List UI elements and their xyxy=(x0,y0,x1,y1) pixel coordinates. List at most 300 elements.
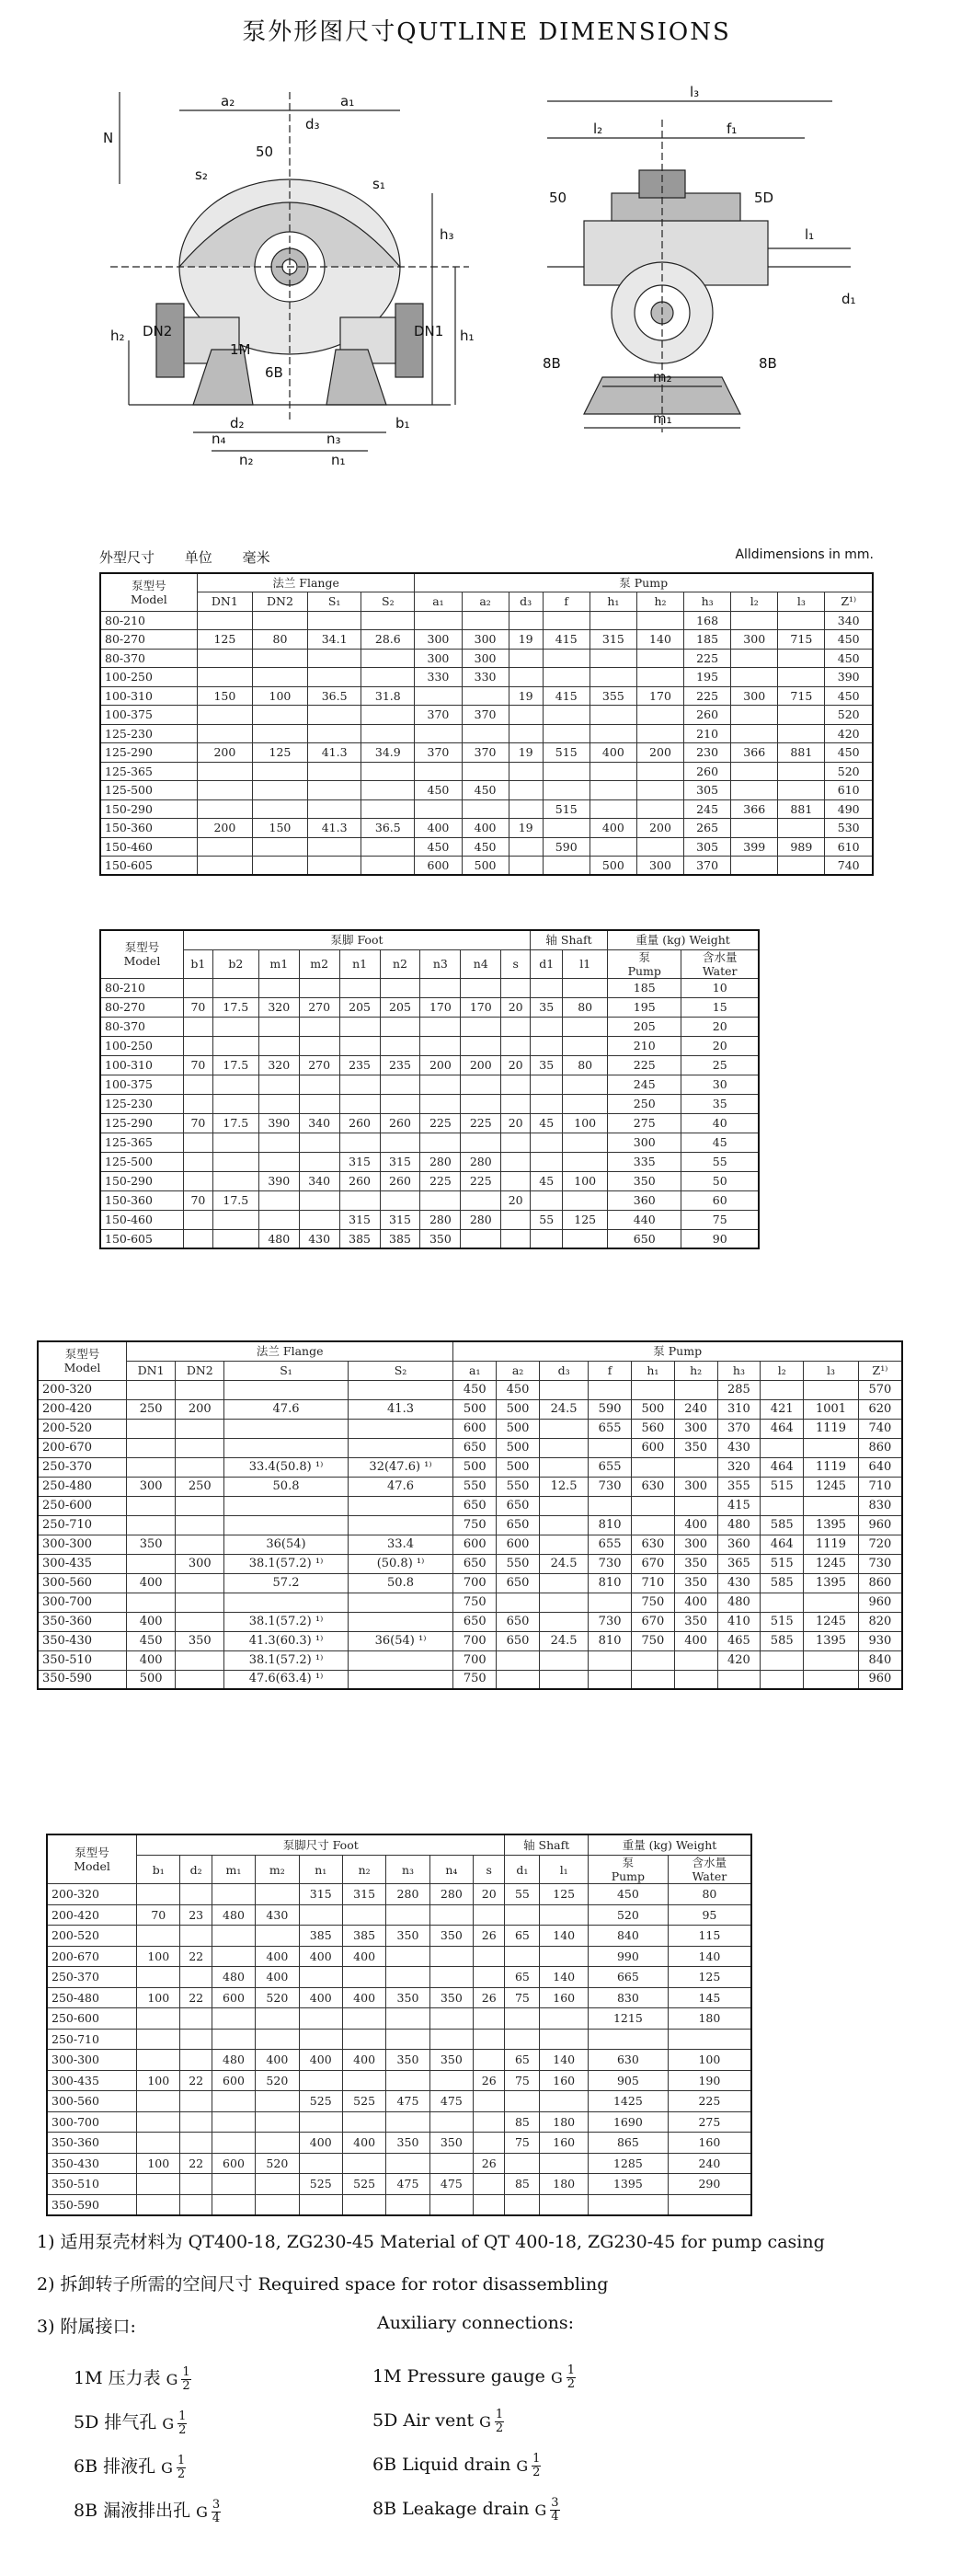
table-cell: 41.3(60.3) ¹⁾ xyxy=(224,1631,348,1650)
table-cell: 260 xyxy=(380,1171,420,1190)
table-cell xyxy=(299,2008,342,2030)
model-cell: 200-520 xyxy=(38,1419,127,1438)
table-cell: 750 xyxy=(453,1593,497,1612)
table-cell: 650 xyxy=(497,1496,540,1515)
table-cell: 205 xyxy=(380,997,420,1017)
table-cell xyxy=(180,2111,212,2133)
table-row xyxy=(38,1496,902,1515)
table-cell: 400 xyxy=(256,1967,299,1988)
column-header: d₃ xyxy=(509,592,543,612)
table-cell: 290 xyxy=(668,2174,751,2195)
table-cell: 225 xyxy=(608,1055,681,1075)
table-cell xyxy=(212,1926,255,1947)
table-cell: 881 xyxy=(778,799,825,819)
table-cell: 960 xyxy=(858,1593,902,1612)
table-cell xyxy=(252,762,307,781)
table-cell xyxy=(256,2029,299,2050)
table-cell xyxy=(380,1017,420,1036)
table-cell: 400 xyxy=(674,1631,717,1650)
table-cell: 1395 xyxy=(804,1515,859,1535)
table-cell xyxy=(176,1650,224,1670)
column-header: DN2 xyxy=(176,1361,224,1380)
table-cell: 160 xyxy=(540,2070,589,2091)
table-cell: 370 xyxy=(462,743,509,763)
table-row xyxy=(100,611,873,630)
table-cell xyxy=(474,1904,505,1926)
table-cell: 860 xyxy=(858,1438,902,1457)
table-cell xyxy=(501,1075,531,1094)
table-cell xyxy=(540,2008,589,2030)
model-cell: 350-510 xyxy=(38,1650,127,1670)
table-cell: 28.6 xyxy=(361,630,415,650)
pump-header: 泵 Pump xyxy=(453,1341,902,1361)
table-cell: 80 xyxy=(563,997,608,1017)
table-cell xyxy=(127,1457,176,1477)
table-row xyxy=(47,2133,751,2154)
table-cell: 400 xyxy=(590,743,636,763)
table-cell xyxy=(636,611,683,630)
table-cell xyxy=(636,762,683,781)
table-cell xyxy=(590,611,636,630)
table-cell: 440 xyxy=(608,1210,681,1229)
table-cell xyxy=(429,2111,473,2133)
table-cell: 47.6 xyxy=(348,1477,453,1496)
table-cell: 610 xyxy=(825,837,873,857)
table-cell: 95 xyxy=(668,1904,751,1926)
table-cell xyxy=(176,1612,224,1631)
table-cell: 400 xyxy=(674,1515,717,1535)
model-cell: 350-360 xyxy=(38,1612,127,1631)
table-cell: 50.8 xyxy=(348,1573,453,1593)
table-cell: 280 xyxy=(461,1152,501,1171)
table-cell xyxy=(197,706,252,725)
table-cell: 989 xyxy=(778,837,825,857)
table-cell xyxy=(501,1094,531,1113)
table-cell xyxy=(531,1017,563,1036)
table-cell: 480 xyxy=(717,1515,761,1535)
table-cell: 750 xyxy=(453,1670,497,1689)
table-cell xyxy=(339,1190,380,1210)
column-header: n1 xyxy=(339,949,380,978)
table-cell xyxy=(176,1419,224,1438)
table-row xyxy=(47,1946,751,1967)
table-cell: 385 xyxy=(380,1229,420,1248)
weight-pump-header: 泵 Pump xyxy=(588,1856,668,1884)
table-cell: 520 xyxy=(256,2070,299,2091)
table-cell xyxy=(197,668,252,687)
svg-text:N: N xyxy=(103,130,114,146)
table-cell: 65 xyxy=(505,2050,540,2071)
table-cell: 300 xyxy=(636,857,683,876)
table-row xyxy=(47,2008,751,2030)
table-cell: 65 xyxy=(505,1967,540,1988)
table-cell: 400 xyxy=(342,2050,385,2071)
table-cell: 810 xyxy=(589,1631,632,1650)
table-cell: 33.4 xyxy=(348,1535,453,1554)
units-word-cn: 单位 xyxy=(184,549,212,566)
table-cell xyxy=(461,1036,501,1055)
table-cell xyxy=(509,781,543,800)
table-cell xyxy=(761,1670,804,1689)
table-cell: 80 xyxy=(563,1055,608,1075)
table-cell xyxy=(180,1884,212,1905)
table-cell: 464 xyxy=(761,1535,804,1554)
table-cell xyxy=(256,2194,299,2215)
table-cell: 515 xyxy=(543,799,590,819)
model-cell: 250-710 xyxy=(47,2029,137,2050)
table-cell: 70 xyxy=(183,1055,212,1075)
table-cell xyxy=(380,1036,420,1055)
table-cell xyxy=(252,649,307,668)
table-cell xyxy=(299,1017,339,1036)
table-cell: 26 xyxy=(474,2153,505,2174)
table-cell: 150 xyxy=(252,819,307,838)
table-cell: 400 xyxy=(299,2050,342,2071)
weight-header: 重量 (kg) Weight xyxy=(608,930,759,949)
column-header: d₂ xyxy=(180,1856,212,1884)
table-cell xyxy=(348,1380,453,1399)
table-cell: 1245 xyxy=(804,1477,859,1496)
table-cell: 70 xyxy=(183,1190,212,1210)
table-cell: 280 xyxy=(386,1884,429,1905)
table-cell xyxy=(342,1967,385,1988)
table-cell xyxy=(361,724,415,743)
svg-text:n₂: n₂ xyxy=(239,452,254,468)
table-cell xyxy=(804,1670,859,1689)
table-cell xyxy=(420,1133,461,1152)
table-cell: 350 xyxy=(429,1926,473,1947)
table-cell xyxy=(180,2194,212,2215)
table-cell: 23 xyxy=(180,1904,212,1926)
table-cell: 730 xyxy=(589,1554,632,1573)
table-cell xyxy=(674,1496,717,1515)
table-cell xyxy=(180,2050,212,2071)
weight-header: 重量 (kg) Weight xyxy=(588,1834,751,1856)
table-cell xyxy=(137,2091,180,2112)
table-cell: 250 xyxy=(176,1477,224,1496)
table-cell xyxy=(588,2029,668,2050)
table-cell xyxy=(361,668,415,687)
table-cell xyxy=(731,724,778,743)
table-cell xyxy=(252,724,307,743)
table-cell xyxy=(531,978,563,997)
table-cell xyxy=(212,1171,258,1190)
table-cell: 1395 xyxy=(588,2174,668,2195)
table-cell: 480 xyxy=(212,2050,255,2071)
table-cell: 700 xyxy=(453,1631,497,1650)
column-header: S₂ xyxy=(348,1361,453,1380)
table-cell xyxy=(183,1094,212,1113)
table-cell: 20 xyxy=(681,1036,759,1055)
table-cell xyxy=(299,2070,342,2091)
table-cell: 250 xyxy=(608,1094,681,1113)
column-header: l₃ xyxy=(804,1361,859,1380)
table-cell xyxy=(183,1075,212,1094)
table-cell xyxy=(420,1036,461,1055)
table-cell: 36.5 xyxy=(361,819,415,838)
table-cell xyxy=(212,2091,255,2112)
table-cell xyxy=(212,1094,258,1113)
table-cell xyxy=(252,668,307,687)
table-cell: 280 xyxy=(461,1210,501,1229)
table-cell: 19 xyxy=(509,686,543,706)
svg-text:8B: 8B xyxy=(543,355,561,372)
table-cell: 125 xyxy=(252,743,307,763)
table-cell xyxy=(543,762,590,781)
svg-text:d₂: d₂ xyxy=(230,415,245,431)
table-cell xyxy=(339,978,380,997)
table-cell xyxy=(224,1496,348,1515)
table-cell: 230 xyxy=(684,743,731,763)
table-cell: 960 xyxy=(858,1670,902,1689)
table-cell xyxy=(461,1017,501,1036)
table-cell: 340 xyxy=(299,1171,339,1190)
table-cell xyxy=(501,1171,531,1190)
table-cell xyxy=(462,686,509,706)
table-cell xyxy=(127,1438,176,1457)
table-cell: 70 xyxy=(137,1904,180,1926)
table-cell xyxy=(176,1438,224,1457)
table-row xyxy=(38,1457,902,1477)
table-cell xyxy=(299,1075,339,1094)
weight-water-header: 含水量 Water xyxy=(681,949,759,978)
table-cell: 240 xyxy=(674,1399,717,1419)
table-cell: 350 xyxy=(429,1987,473,2008)
svg-text:50: 50 xyxy=(549,190,567,206)
model-cell: 150-360 xyxy=(100,819,197,838)
svg-text:d₃: d₃ xyxy=(305,116,320,132)
table-cell xyxy=(180,2174,212,2195)
table-cell: 22 xyxy=(180,2153,212,2174)
table-cell xyxy=(501,1036,531,1055)
table-cell: 300 xyxy=(127,1477,176,1496)
table-cell: 200 xyxy=(461,1055,501,1075)
table-cell: 990 xyxy=(588,1946,668,1967)
table-cell xyxy=(563,1229,608,1248)
table-cell: 315 xyxy=(380,1152,420,1171)
svg-text:b₁: b₁ xyxy=(395,415,410,431)
table-cell xyxy=(212,1884,255,1905)
table-cell xyxy=(674,1670,717,1689)
table-cell: 430 xyxy=(299,1229,339,1248)
table-cell xyxy=(543,724,590,743)
table-cell: 710 xyxy=(631,1573,674,1593)
model-cell: 350-360 xyxy=(47,2133,137,2154)
table-cell: 160 xyxy=(540,2133,589,2154)
table-cell xyxy=(563,1017,608,1036)
table-cell: 550 xyxy=(453,1477,497,1496)
table-cell: 930 xyxy=(858,1631,902,1650)
table-cell xyxy=(590,781,636,800)
table-cell xyxy=(540,1946,589,1967)
table-cell: 320 xyxy=(258,1055,299,1075)
table-cell xyxy=(543,857,590,876)
table-cell xyxy=(590,762,636,781)
table-cell: 125 xyxy=(668,1967,751,1988)
table-cell xyxy=(176,1573,224,1593)
table-cell xyxy=(361,799,415,819)
table-cell xyxy=(505,2194,540,2215)
table-cell xyxy=(183,1017,212,1036)
table-cell xyxy=(361,762,415,781)
table-cell: 400 xyxy=(256,1946,299,1967)
table-cell xyxy=(531,1190,563,1210)
svg-text:a₂: a₂ xyxy=(221,93,235,109)
table-cell xyxy=(539,1650,588,1670)
column-header: DN1 xyxy=(127,1361,176,1380)
table-cell xyxy=(308,762,361,781)
table-cell xyxy=(127,1496,176,1515)
table-cell: 820 xyxy=(858,1612,902,1631)
table-cell: 585 xyxy=(761,1573,804,1593)
table-cell: 75 xyxy=(505,2133,540,2154)
column-header: h₁ xyxy=(631,1361,674,1380)
table-cell xyxy=(348,1419,453,1438)
table-cell: 170 xyxy=(461,997,501,1017)
table-cell: 650 xyxy=(453,1612,497,1631)
model-cell: 300-700 xyxy=(38,1593,127,1612)
table4-col-headers xyxy=(47,1856,751,1884)
table-cell: 600 xyxy=(212,2070,255,2091)
table-cell: 366 xyxy=(731,799,778,819)
table-cell: 750 xyxy=(631,1631,674,1650)
table-cell: 170 xyxy=(420,997,461,1017)
table-cell: 400 xyxy=(342,1987,385,2008)
table-cell xyxy=(474,2111,505,2133)
table-cell: 960 xyxy=(858,1515,902,1535)
table-cell: 520 xyxy=(588,1904,668,1926)
table-cell: 350 xyxy=(608,1171,681,1190)
table-cell xyxy=(308,799,361,819)
table-cell: 260 xyxy=(380,1113,420,1133)
table-cell: 515 xyxy=(761,1477,804,1496)
table-row xyxy=(47,2194,751,2215)
table-cell: 22 xyxy=(180,1946,212,1967)
table-cell: 700 xyxy=(453,1650,497,1670)
table-cell: 520 xyxy=(256,1987,299,2008)
table-cell xyxy=(589,1438,632,1457)
table-cell xyxy=(531,1036,563,1055)
table-cell: 300 xyxy=(731,630,778,650)
table-cell xyxy=(539,1438,588,1457)
table-cell xyxy=(563,978,608,997)
table-cell xyxy=(386,2070,429,2091)
table-cell: 40 xyxy=(681,1113,759,1133)
table-cell: 475 xyxy=(386,2091,429,2112)
table-cell xyxy=(180,2133,212,2154)
table-cell xyxy=(180,2091,212,2112)
table-foot-shaft-large xyxy=(46,1834,752,2216)
table-row xyxy=(47,2111,751,2133)
column-header: s xyxy=(501,949,531,978)
table-cell: 100 xyxy=(668,2050,751,2071)
table-cell xyxy=(543,649,590,668)
table-cell: 400 xyxy=(299,1987,342,2008)
table-cell: 210 xyxy=(684,724,731,743)
table-cell xyxy=(197,611,252,630)
table-cell xyxy=(509,611,543,630)
table-cell: 385 xyxy=(299,1926,342,1947)
table-cell: 315 xyxy=(299,1884,342,1905)
table-cell xyxy=(212,1036,258,1055)
table-cell: 305 xyxy=(684,781,731,800)
table-cell xyxy=(636,706,683,725)
table-cell xyxy=(380,978,420,997)
table-cell: 1245 xyxy=(804,1554,859,1573)
table-cell xyxy=(731,706,778,725)
flange-header: 法兰 Flange xyxy=(197,573,415,592)
table-cell: 35 xyxy=(681,1094,759,1113)
table-cell xyxy=(589,1496,632,1515)
table-cell: 33.4(50.8) ¹⁾ xyxy=(224,1457,348,1477)
table-cell xyxy=(539,1496,588,1515)
table-cell xyxy=(501,978,531,997)
table-row xyxy=(38,1670,902,1689)
table-cell xyxy=(386,1946,429,1967)
table-cell xyxy=(531,1152,563,1171)
table-cell xyxy=(137,2174,180,2195)
table-row xyxy=(100,1017,759,1036)
table-cell xyxy=(137,1926,180,1947)
column-header: h₁ xyxy=(590,592,636,612)
table-cell: 32(47.6) ¹⁾ xyxy=(348,1457,453,1477)
table-cell xyxy=(386,1967,429,1988)
table-cell xyxy=(137,2111,180,2133)
table-cell: 24.5 xyxy=(539,1399,588,1419)
table-cell xyxy=(589,1650,632,1670)
table-cell: 57.2 xyxy=(224,1573,348,1593)
note-2: 2) 拆卸转子所需的空间尺寸 Required space for rotor disassembling xyxy=(37,2274,609,2294)
table-cell: 22 xyxy=(180,1987,212,2008)
table-cell: 310 xyxy=(717,1399,761,1419)
model-cell: 250-480 xyxy=(38,1477,127,1496)
table-cell xyxy=(804,1380,859,1399)
table-cell xyxy=(461,1094,501,1113)
table-cell xyxy=(778,668,825,687)
table2-col-headers xyxy=(100,949,759,978)
column-header: b2 xyxy=(212,949,258,978)
units-label-en: Alldimensions in mm. xyxy=(735,547,874,562)
table-cell xyxy=(183,1036,212,1055)
table-cell: 905 xyxy=(588,2070,668,2091)
table-cell xyxy=(258,978,299,997)
table-flange-pump-small xyxy=(99,572,874,876)
table-cell xyxy=(339,1036,380,1055)
table-cell: 370 xyxy=(415,706,462,725)
table-cell: 200 xyxy=(197,819,252,838)
column-header: S₁ xyxy=(308,592,361,612)
table-cell xyxy=(539,1593,588,1612)
table-cell xyxy=(778,857,825,876)
thread-fraction: $\frac{1}{2}$ xyxy=(182,2364,190,2393)
table-cell xyxy=(176,1670,224,1689)
table-cell: 400 xyxy=(256,2050,299,2071)
table-cell xyxy=(176,1515,224,1535)
table-cell: 370 xyxy=(462,706,509,725)
table-row xyxy=(100,1229,759,1248)
table-cell xyxy=(674,1650,717,1670)
table-cell: 55 xyxy=(681,1152,759,1171)
weight-pump-header: 泵 Pump xyxy=(608,949,681,978)
table-foot-shaft-small xyxy=(99,929,760,1249)
table-cell xyxy=(540,2194,589,2215)
model-cell: 300-560 xyxy=(38,1573,127,1593)
model-cell: 150-290 xyxy=(100,799,197,819)
table-row xyxy=(38,1573,902,1593)
table-cell: 370 xyxy=(415,743,462,763)
table-cell xyxy=(509,724,543,743)
table-cell: 415 xyxy=(543,686,590,706)
